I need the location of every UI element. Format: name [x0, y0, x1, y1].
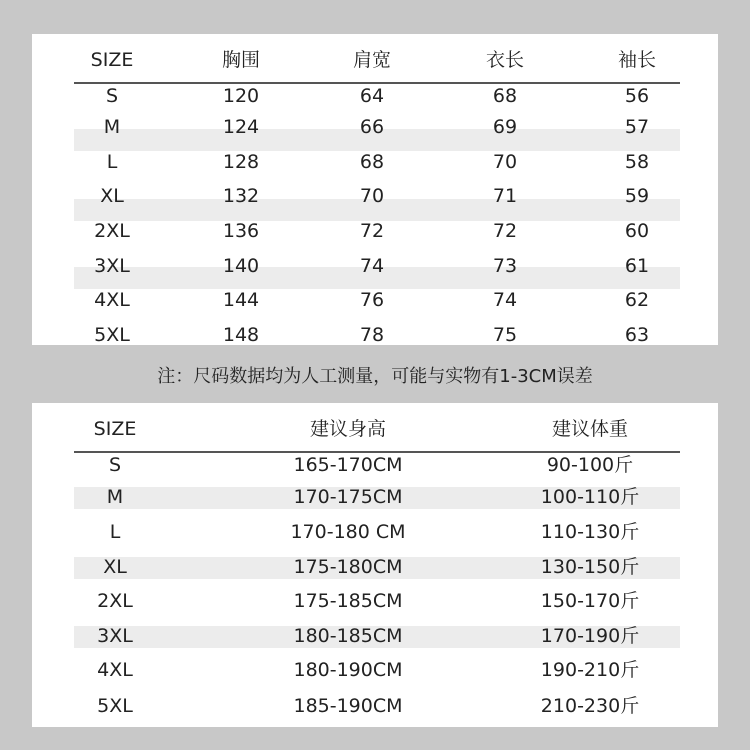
table-cell: 128	[222, 151, 260, 173]
table-cell: 136	[222, 220, 260, 242]
size-label: 3XL	[94, 255, 130, 277]
table-cell: 63	[624, 324, 650, 346]
table-cell: 58	[624, 151, 650, 173]
table-cell: 66	[359, 116, 385, 138]
table-cell: 73	[492, 255, 518, 277]
table-cell: 170-180 CM	[290, 521, 406, 543]
table-cell: 170-175CM	[293, 486, 403, 508]
column-header: 袖长	[617, 49, 657, 71]
table-cell: 185-190CM	[293, 695, 403, 717]
table-cell: 130-150斤	[540, 556, 640, 578]
table-cell: 100-110斤	[540, 486, 640, 508]
table-cell: 68	[492, 85, 518, 107]
table-cell: 210-230斤	[540, 695, 640, 717]
table-cell: 190-210斤	[540, 659, 640, 681]
size-label: XL	[103, 556, 127, 578]
column-header: SIZE	[93, 418, 137, 440]
header-divider	[74, 451, 680, 453]
size-label: 2XL	[94, 220, 130, 242]
table-cell: 68	[359, 151, 385, 173]
table-cell: 78	[359, 324, 385, 346]
size-label: L	[109, 521, 121, 543]
column-header: SIZE	[90, 49, 134, 71]
table-cell: 70	[492, 151, 518, 173]
table-cell: 74	[492, 289, 518, 311]
size-label: S	[108, 454, 122, 476]
table-cell: 72	[359, 220, 385, 242]
table-cell: 60	[624, 220, 650, 242]
table-cell: 170-190斤	[540, 625, 640, 647]
table-cell: 90-100斤	[546, 454, 634, 476]
table-cell: 148	[222, 324, 260, 346]
table-cell: 175-180CM	[293, 556, 403, 578]
size-label: 5XL	[97, 695, 133, 717]
table-cell: 165-170CM	[293, 454, 403, 476]
table-cell: 59	[624, 185, 650, 207]
column-header: 肩宽	[352, 49, 392, 71]
table-cell: 69	[492, 116, 518, 138]
column-header: 建议体重	[551, 418, 629, 440]
table-cell: 72	[492, 220, 518, 242]
size-label: 5XL	[94, 324, 130, 346]
table-cell: 140	[222, 255, 260, 277]
size-label: 4XL	[94, 289, 130, 311]
column-header: 建议身高	[309, 418, 387, 440]
size-label: 2XL	[97, 590, 133, 612]
measurement-note: 注：尺码数据均为人工测量，可能与实物有1-3CM误差	[157, 366, 593, 387]
table-cell: 180-185CM	[293, 625, 403, 647]
size-label: 3XL	[97, 625, 133, 647]
table-cell: 71	[492, 185, 518, 207]
table-cell: 124	[222, 116, 260, 138]
size-label: M	[106, 486, 124, 508]
table-cell: 57	[624, 116, 650, 138]
table-cell: 150-170斤	[540, 590, 640, 612]
table-cell: 75	[492, 324, 518, 346]
table-cell: 175-185CM	[293, 590, 403, 612]
size-label: S	[105, 85, 119, 107]
table-cell: 132	[222, 185, 260, 207]
table-cell: 120	[222, 85, 260, 107]
table-cell: 74	[359, 255, 385, 277]
table-cell: 180-190CM	[293, 659, 403, 681]
table-cell: 62	[624, 289, 650, 311]
table-cell: 144	[222, 289, 260, 311]
table-cell: 110-130斤	[540, 521, 640, 543]
column-header: 衣长	[485, 49, 525, 71]
size-label: XL	[100, 185, 124, 207]
table-cell: 64	[359, 85, 385, 107]
header-divider	[74, 82, 680, 84]
size-label: 4XL	[97, 659, 133, 681]
table-cell: 76	[359, 289, 385, 311]
table-cell: 61	[624, 255, 650, 277]
column-header: 胸围	[221, 49, 261, 71]
size-label: L	[106, 151, 118, 173]
measurement-table	[32, 34, 718, 345]
table-cell: 56	[624, 85, 650, 107]
recommendation-table	[32, 403, 718, 727]
table-cell: 70	[359, 185, 385, 207]
size-label: M	[103, 116, 121, 138]
